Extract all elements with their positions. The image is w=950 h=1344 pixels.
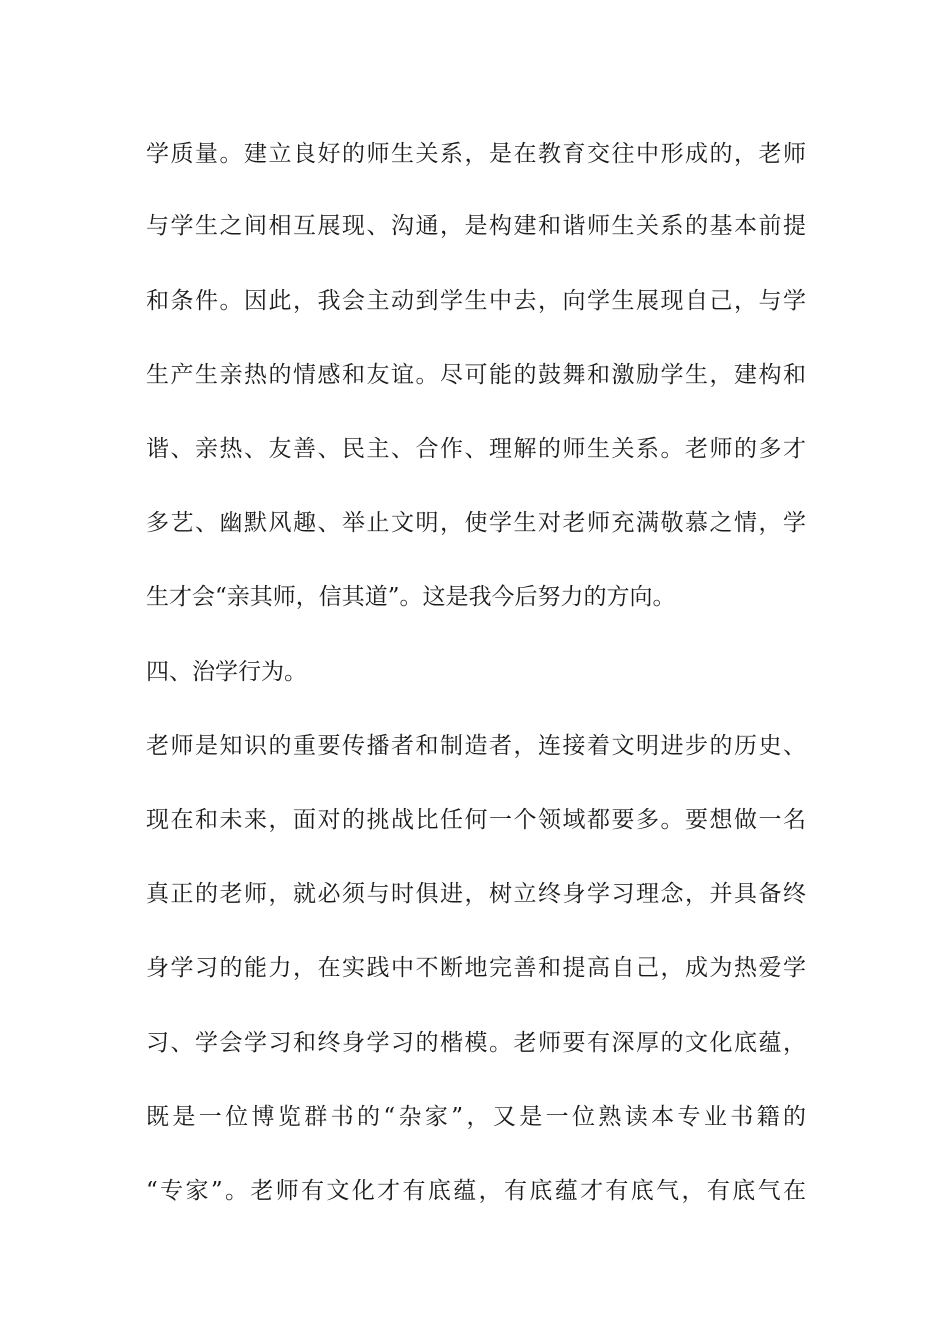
- section-heading: 四、治学行为。: [146, 659, 307, 685]
- text-line: 老师是知识的重要传播者和制造者，连接着文明进步的历史、: [146, 733, 806, 759]
- text-line: 习、学会学习和终身学习的楷模。老师要有深厚的文化底蕴，: [146, 1030, 806, 1056]
- text-line: 生产生亲热的情感和友谊。尽可能的鼓舞和激励学生，建构和: [146, 362, 806, 388]
- text-line: 多艺、幽默风趣、举止文明，使学生对老师充满敬慕之情，学: [146, 510, 806, 536]
- text-line: 生才会“亲其师，信其道”。这是我今后努力的方向。: [146, 584, 676, 610]
- text-line: 真正的老师，就必须与时俱进，树立终身学习理念，并具备终: [146, 881, 806, 907]
- text-line: 学质量。建立良好的师生关系，是在教育交往中形成的，老师: [146, 141, 806, 167]
- text-line: 和条件。因此，我会主动到学生中去，向学生展现自己，与学: [146, 288, 806, 314]
- text-line: 谐、亲热、友善、民主、合作、理解的师生关系。老师的多才: [146, 436, 806, 462]
- text-line: 既是一位博览群书的“杂家”，又是一位熟读本专业书籍的: [146, 1104, 806, 1130]
- text-line: 现在和未来，面对的挑战比任何一个领域都要多。要想做一名: [146, 807, 806, 833]
- text-line: 身学习的能力，在实践中不断地完善和提高自己，成为热爱学: [146, 955, 806, 981]
- text-line: 与学生之间相互展现、沟通，是构建和谐师生关系的基本前提: [146, 213, 806, 239]
- text-line: “专家”。老师有文化才有底蕴，有底蕴才有底气，有底气在: [146, 1178, 806, 1204]
